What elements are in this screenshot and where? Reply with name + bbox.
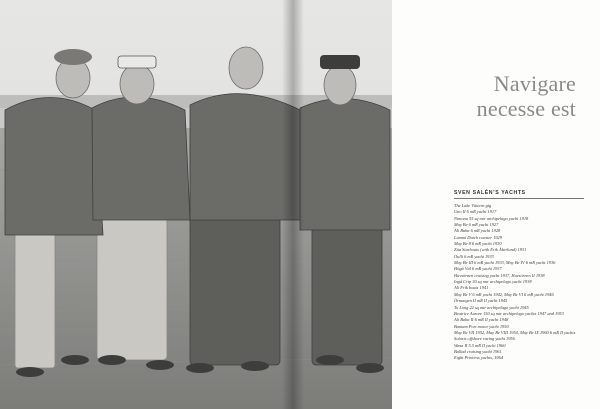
list-item: Ali Baba II 6 mR II yacht 1948 bbox=[454, 317, 509, 323]
list-item: Wasa II 5.5 mR II yacht 1960 bbox=[454, 342, 506, 348]
list-item: The Lake Vättern gig bbox=[454, 203, 492, 208]
list-item: Högå Väl 6 mR yacht 1937 bbox=[454, 266, 502, 272]
list-item: May Be 8 6 mR yacht 1930 bbox=[454, 241, 502, 247]
yacht-list bbox=[454, 203, 584, 362]
list-item: To Long 22 sq mtr archipelago yacht 1945 bbox=[454, 304, 529, 310]
list-item: Ali Frik boats 1941 bbox=[454, 285, 489, 291]
list-item: Eight Princess yachts, 1964 bbox=[454, 355, 504, 361]
list-item: May Be VII 1952, May Be VIII 1954, May Be IX 1960 6 mR II yachts bbox=[454, 329, 576, 335]
list-item: Nimona 55 sq mtr archipelago yacht 1918 bbox=[454, 215, 529, 221]
list-item: Ali Baba 6 mR yacht 1928 bbox=[454, 228, 501, 234]
list-item: Ballad cruising yacht 1961 bbox=[454, 348, 502, 354]
page-title bbox=[436, 71, 576, 121]
list-item: Uno II 6 mR yacht 1917 bbox=[454, 209, 497, 215]
yacht-list-heading: SVEN SALÉN’S YACHTS bbox=[454, 190, 584, 199]
list-item: Oulli 6 mR yacht 1933 bbox=[454, 253, 494, 259]
list-item: May Be III 6 mR yacht 1933, May Be IV 6 mR yacht 1936 bbox=[454, 260, 556, 266]
list-item: Solaris offshore racing yacht 1956 bbox=[454, 336, 515, 342]
title-line-2: necesse est bbox=[476, 96, 576, 121]
list-item: Ingå Crip 30 sq mtr archipelago yacht 1938 bbox=[454, 279, 532, 285]
list-item: Bantam Port motor yacht 1950 bbox=[454, 323, 509, 329]
yacht-list-section bbox=[454, 190, 584, 362]
title-line-1: Navigare bbox=[493, 71, 576, 96]
list-item: Beatrice Aurore 150 sq mtr archipelago yachts 1947 and 1953 bbox=[454, 310, 564, 316]
list-item: Örnungen II mR II yacht 1945 bbox=[454, 298, 508, 304]
list-item: May Be 6 mR yacht 1927 bbox=[454, 222, 499, 228]
list-item: Lummi Dutch coaster 1929 bbox=[454, 234, 502, 240]
list-item: Zita Starboats (with Erik Åkerlund) 1931 bbox=[454, 247, 527, 253]
list-item: Havsörnen cruising yacht 1937, Havsörnen II 1938 bbox=[454, 272, 545, 278]
list-item: May Be V 6 mR yacht 1942, May Be VI 6 mR yacht 1946 bbox=[454, 291, 554, 297]
